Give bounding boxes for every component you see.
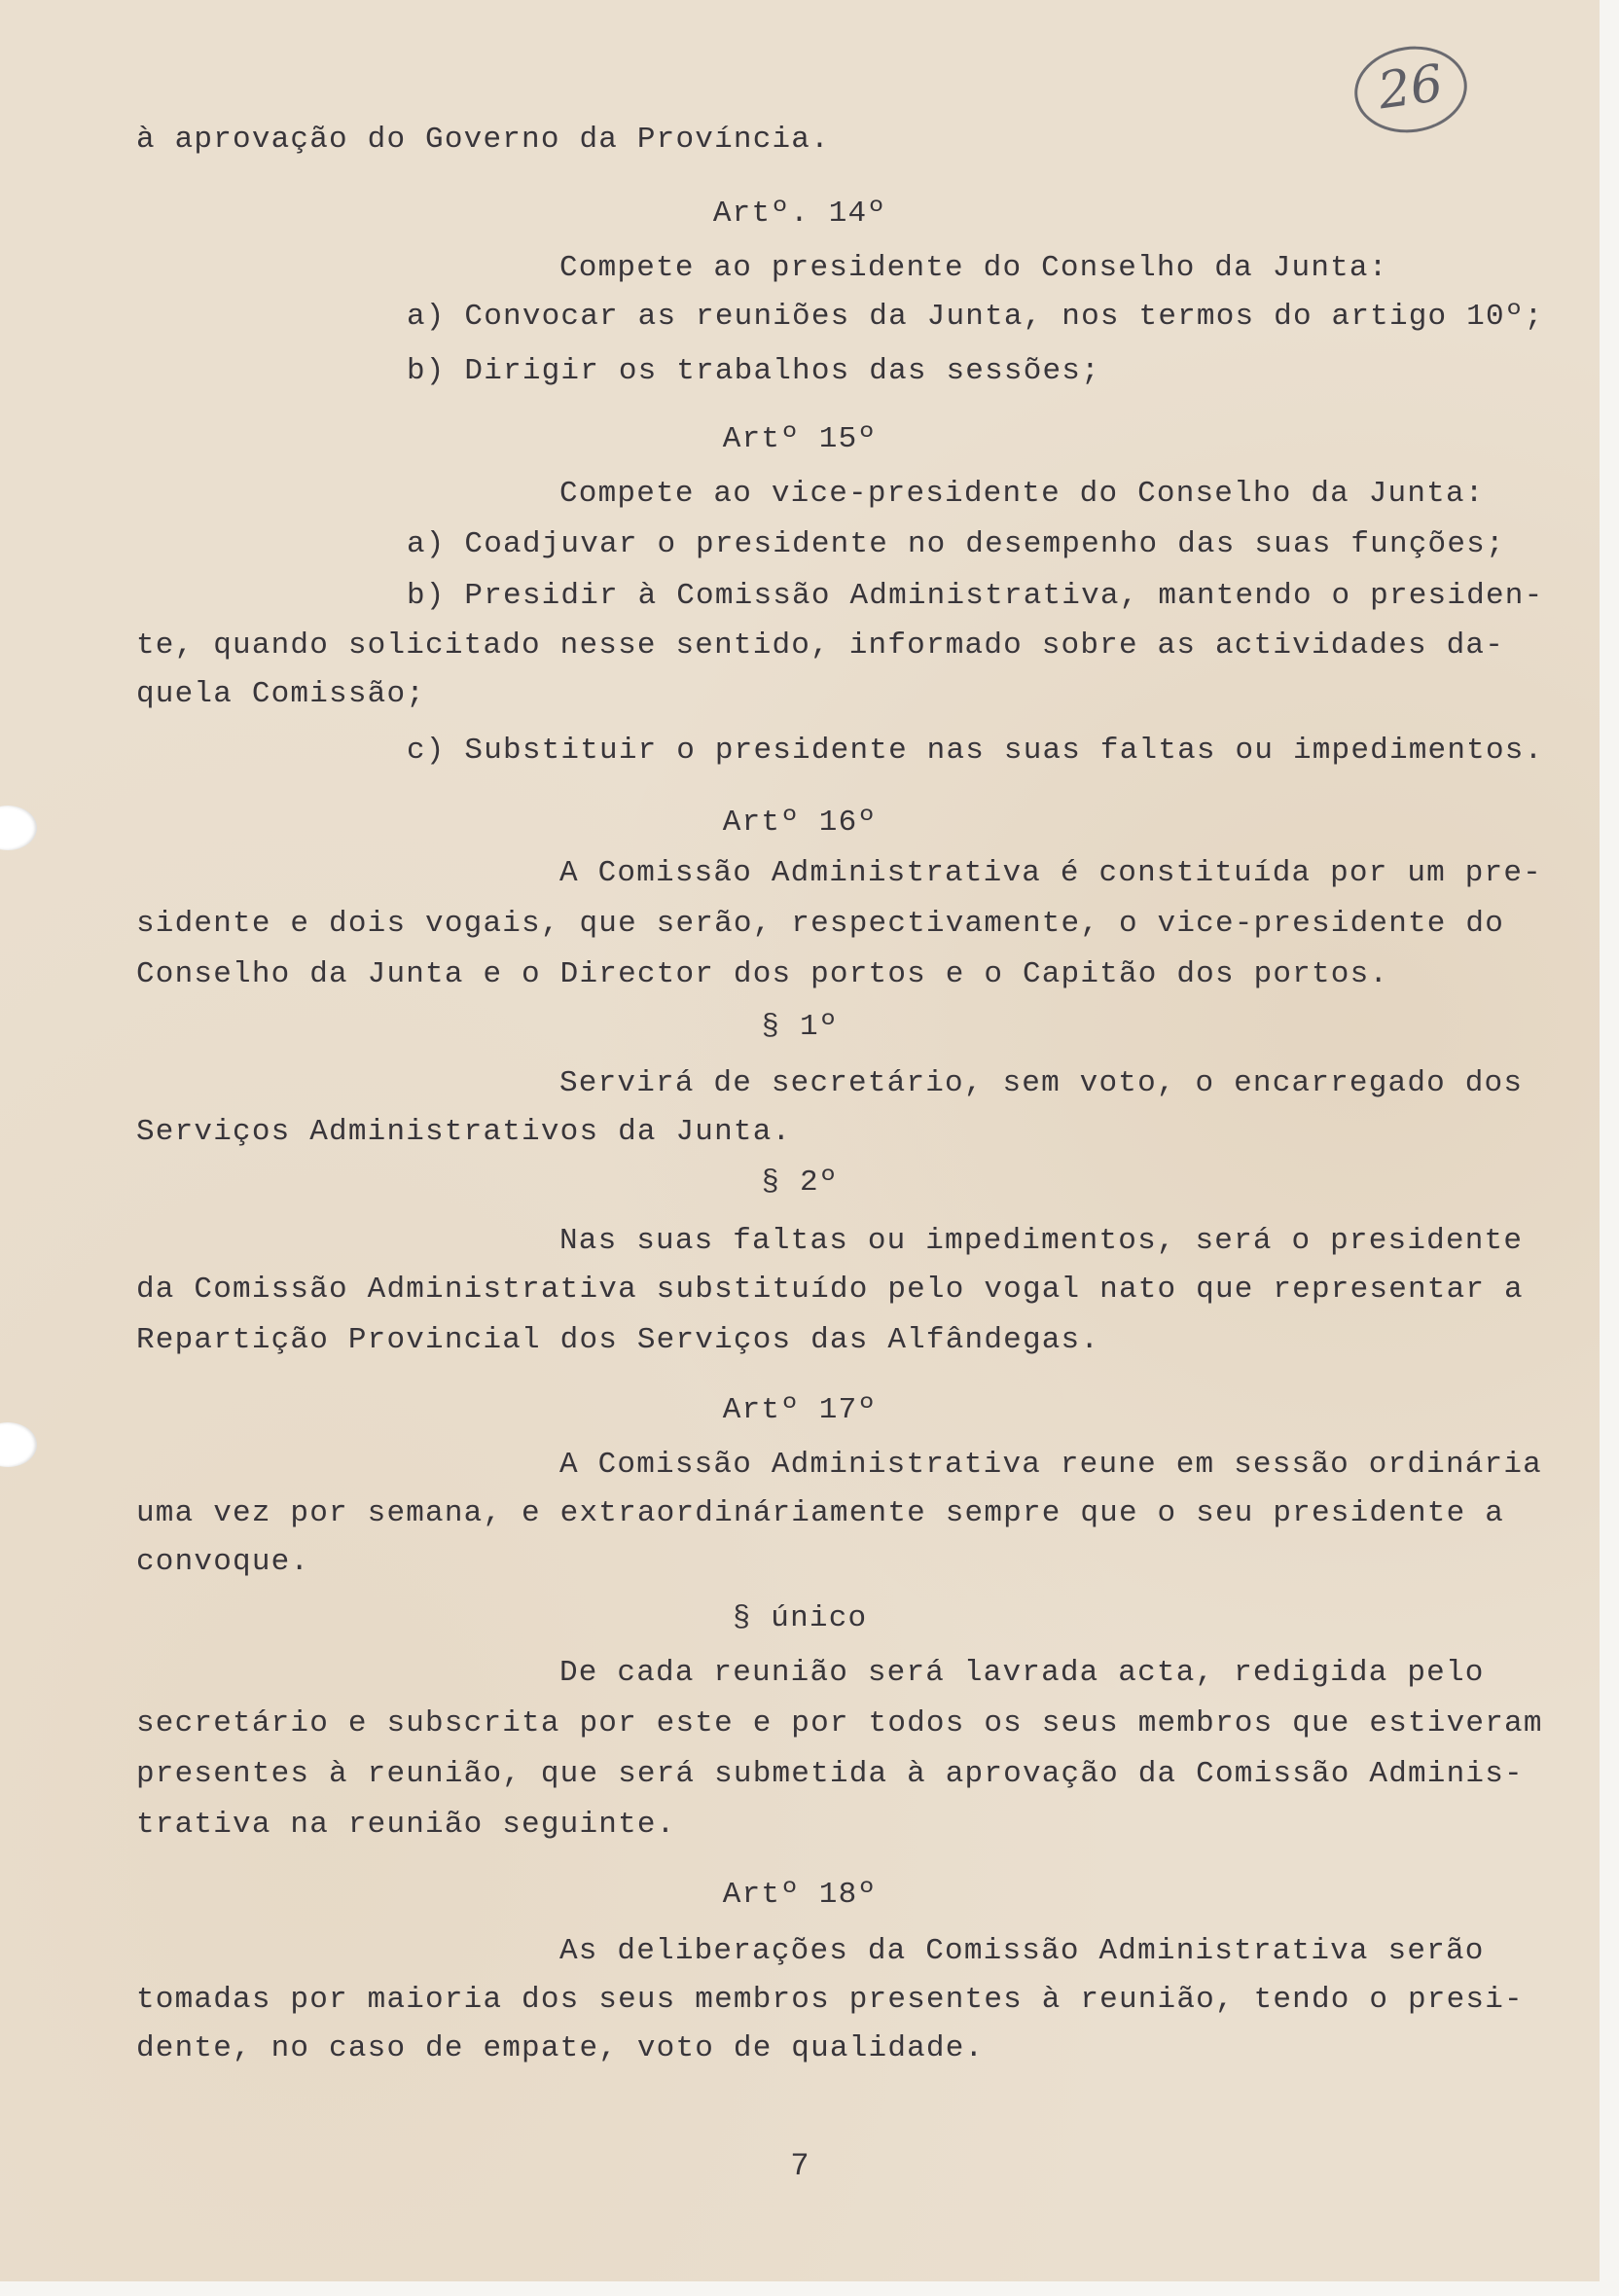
text-line: tomadas por maioria dos seus membros presentes à reunião, tendo o presi- bbox=[136, 1983, 1524, 2017]
text-line: A Comissão Administrativa reune em sessão ordinária bbox=[559, 1448, 1542, 1482]
text-line: à aprovação do Governo da Província. bbox=[136, 123, 830, 157]
folio-number: 26 bbox=[1349, 39, 1472, 139]
text-line: sidente e dois vogais, que serão, respectivamente, o vice-presidente do bbox=[136, 907, 1505, 941]
article-heading: Artº 15º bbox=[722, 422, 878, 456]
text-line: Repartição Provincial dos Serviços das Alfândegas. bbox=[136, 1323, 1100, 1357]
text-line: b) Presidir à Comissão Administrativa, mantendo o presiden- bbox=[407, 579, 1544, 613]
text-line: te, quando solicitado nesse sentido, informado sobre as actividades da- bbox=[136, 628, 1505, 663]
text-line: Servirá de secretário, sem voto, o encarregado dos bbox=[559, 1066, 1524, 1100]
text-line: Compete ao vice-presidente do Conselho da Junta: bbox=[559, 477, 1485, 511]
text-line: da Comissão Administrativa substituído pelo vogal nato que representar a bbox=[136, 1273, 1524, 1307]
article-heading: Artº. 14º bbox=[712, 197, 887, 231]
article-heading: Artº 17º bbox=[722, 1393, 878, 1427]
text-line: trativa na reunião seguinte. bbox=[136, 1808, 676, 1842]
text-line: A Comissão Administrativa é constituída por um pre- bbox=[559, 856, 1542, 890]
text-line: Compete ao presidente do Conselho da Junta: bbox=[559, 251, 1388, 285]
text-line: convoque. bbox=[136, 1545, 310, 1579]
text-line: quela Comissão; bbox=[136, 677, 426, 711]
text-line: As deliberações da Comissão Administrativa serão bbox=[559, 1934, 1485, 1968]
section-heading: § 1º bbox=[761, 1010, 839, 1044]
text-line: a) Convocar as reuniões da Junta, nos termos do artigo 10º; bbox=[407, 300, 1544, 334]
text-line: dente, no caso de empate, voto de qualidade. bbox=[136, 2031, 985, 2065]
text-line: uma vez por semana, e extraordináriamente sempre que o seu presidente a bbox=[136, 1496, 1505, 1530]
section-heading: § 2º bbox=[761, 1166, 839, 1200]
text-line: secretário e subscrita por este e por todos os seus membros que estiveram bbox=[136, 1706, 1543, 1740]
text-line: b) Dirigir os trabalhos das sessões; bbox=[407, 354, 1100, 388]
page-number: 7 bbox=[790, 2148, 810, 2184]
text-line: presentes à reunião, que será submetida à aprovação da Comissão Adminis- bbox=[136, 1757, 1524, 1791]
text-line: Serviços Administrativos da Junta. bbox=[136, 1115, 792, 1149]
text-line: De cada reunião será lavrada acta, redigida pelo bbox=[559, 1656, 1485, 1690]
article-heading: Artº 16º bbox=[722, 806, 878, 840]
text-line: Nas suas faltas ou impedimentos, será o presidente bbox=[559, 1224, 1524, 1258]
text-line: c) Substituir o presidente nas suas faltas ou impedimentos. bbox=[407, 734, 1544, 768]
section-heading: § único bbox=[732, 1601, 868, 1635]
text-line: a) Coadjuvar o presidente no desempenho das suas funções; bbox=[407, 527, 1505, 561]
article-heading: Artº 18º bbox=[722, 1878, 878, 1912]
text-line: Conselho da Junta e o Director dos portos e o Capitão dos portos. bbox=[136, 957, 1389, 991]
